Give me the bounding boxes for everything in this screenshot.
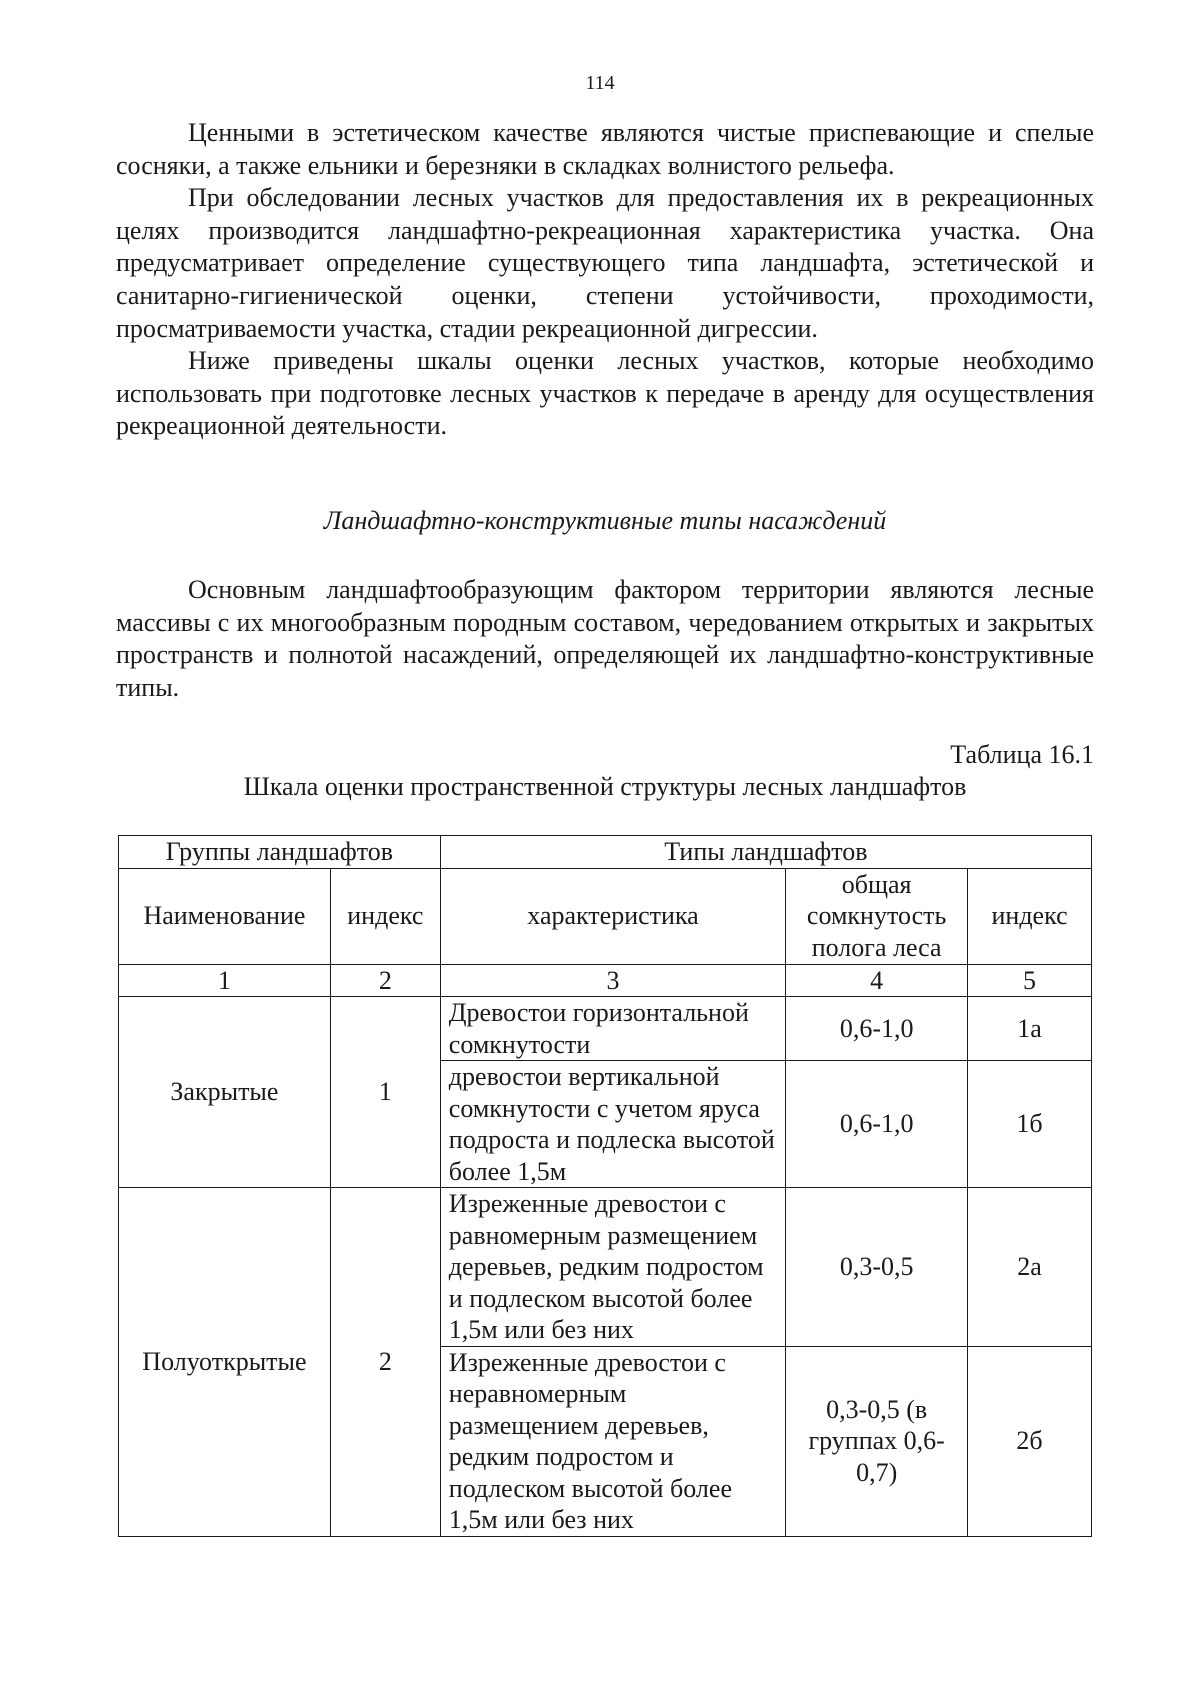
type-characteristic: древостои вертикальной сомкнутости с учетом яруса подроста и подлеска высотой более 1,5м: [440, 1061, 785, 1188]
table-subheader-row: [119, 868, 1092, 964]
type-closure: 0,6-1,0: [786, 1061, 968, 1188]
intro-paragraph-1: Ценными в эстетическом качестве являются чистые приспевающие и спелые сосняки, а также ельники и березняки в складках волнистого рельефа.: [116, 118, 1094, 180]
col-header-closure: общая сомкнутость полога леса: [786, 868, 968, 964]
col-header-type-index: индекс: [968, 868, 1092, 964]
col-number: 2: [330, 964, 440, 997]
table-row: [119, 1188, 1092, 1347]
intro-text: [116, 117, 1094, 443]
col-number: 3: [440, 964, 785, 997]
section-heading: Ландшафтно-конструктивные типы насаждений: [323, 506, 887, 535]
col-header-group-index: индекс: [330, 868, 440, 964]
column-number-row: [119, 964, 1092, 997]
table-header-row: [119, 836, 1092, 869]
col-number: 5: [968, 964, 1092, 997]
type-index: 1б: [968, 1061, 1092, 1188]
type-index: 2а: [968, 1188, 1092, 1347]
col-number: 4: [786, 964, 968, 997]
section-paragraph: Основным ландшафтообразующим фактором территории являются лесные массивы с их многообразным породным составом, чередованием открытых и закрытых пространств и полнотой насаждений, определяющей их ландшафтно-конструктивные типы.: [116, 575, 1094, 702]
col-number: 1: [119, 964, 331, 997]
landscape-structure-table: [118, 835, 1092, 1537]
table-label: Таблица 16.1: [950, 740, 1094, 769]
type-closure: 0,3-0,5: [786, 1188, 968, 1347]
table-row: [119, 997, 1092, 1061]
type-closure: 0,6-1,0: [786, 997, 968, 1061]
type-index: 1а: [968, 997, 1092, 1061]
group-header: Группы ландшафтов: [119, 836, 441, 869]
section-text: [116, 574, 1094, 704]
group-index: 2: [330, 1188, 440, 1537]
col-header-characteristic: характеристика: [440, 868, 785, 964]
group-name: Закрытые: [119, 997, 331, 1188]
intro-paragraph-2: При обследовании лесных участков для предоставления их в рекреационных целях производится ландшафтно-рекреационная характеристика участка. Она предусматривает определение существующего типа ландшафта, эстетической и санитарно-гигиенической оценки, степени устойчивости, проходимости, просматриваемости участка, стадии рекреационной дигрессии.: [116, 183, 1094, 343]
type-index: 2б: [968, 1346, 1092, 1536]
type-characteristic: Древостои горизонтальной сомкнутости: [440, 997, 785, 1061]
type-characteristic: Изреженные древостои с неравномерным размещением деревьев, редким подростом и подлеском высотой более 1,5м или без них: [440, 1346, 785, 1536]
col-header-name: Наименование: [119, 868, 331, 964]
page-number: 114: [585, 72, 615, 94]
table-title: Шкала оценки пространственной структуры лесных ландшафтов: [243, 772, 967, 801]
group-index: 1: [330, 997, 440, 1188]
types-header: Типы ландшафтов: [440, 836, 1091, 869]
group-name: Полуоткрытые: [119, 1188, 331, 1537]
intro-paragraph-3: Ниже приведены шкалы оценки лесных участков, которые необходимо использовать при подготовке лесных участков к передаче в аренду для осуществления рекреационной деятельности.: [116, 346, 1094, 441]
type-characteristic: Изреженные древостои с равномерным размещением деревьев, редким подростом и подлеском высотой более 1,5м или без них: [440, 1188, 785, 1347]
type-closure: 0,3-0,5 (в группах 0,6-0,7): [786, 1346, 968, 1536]
